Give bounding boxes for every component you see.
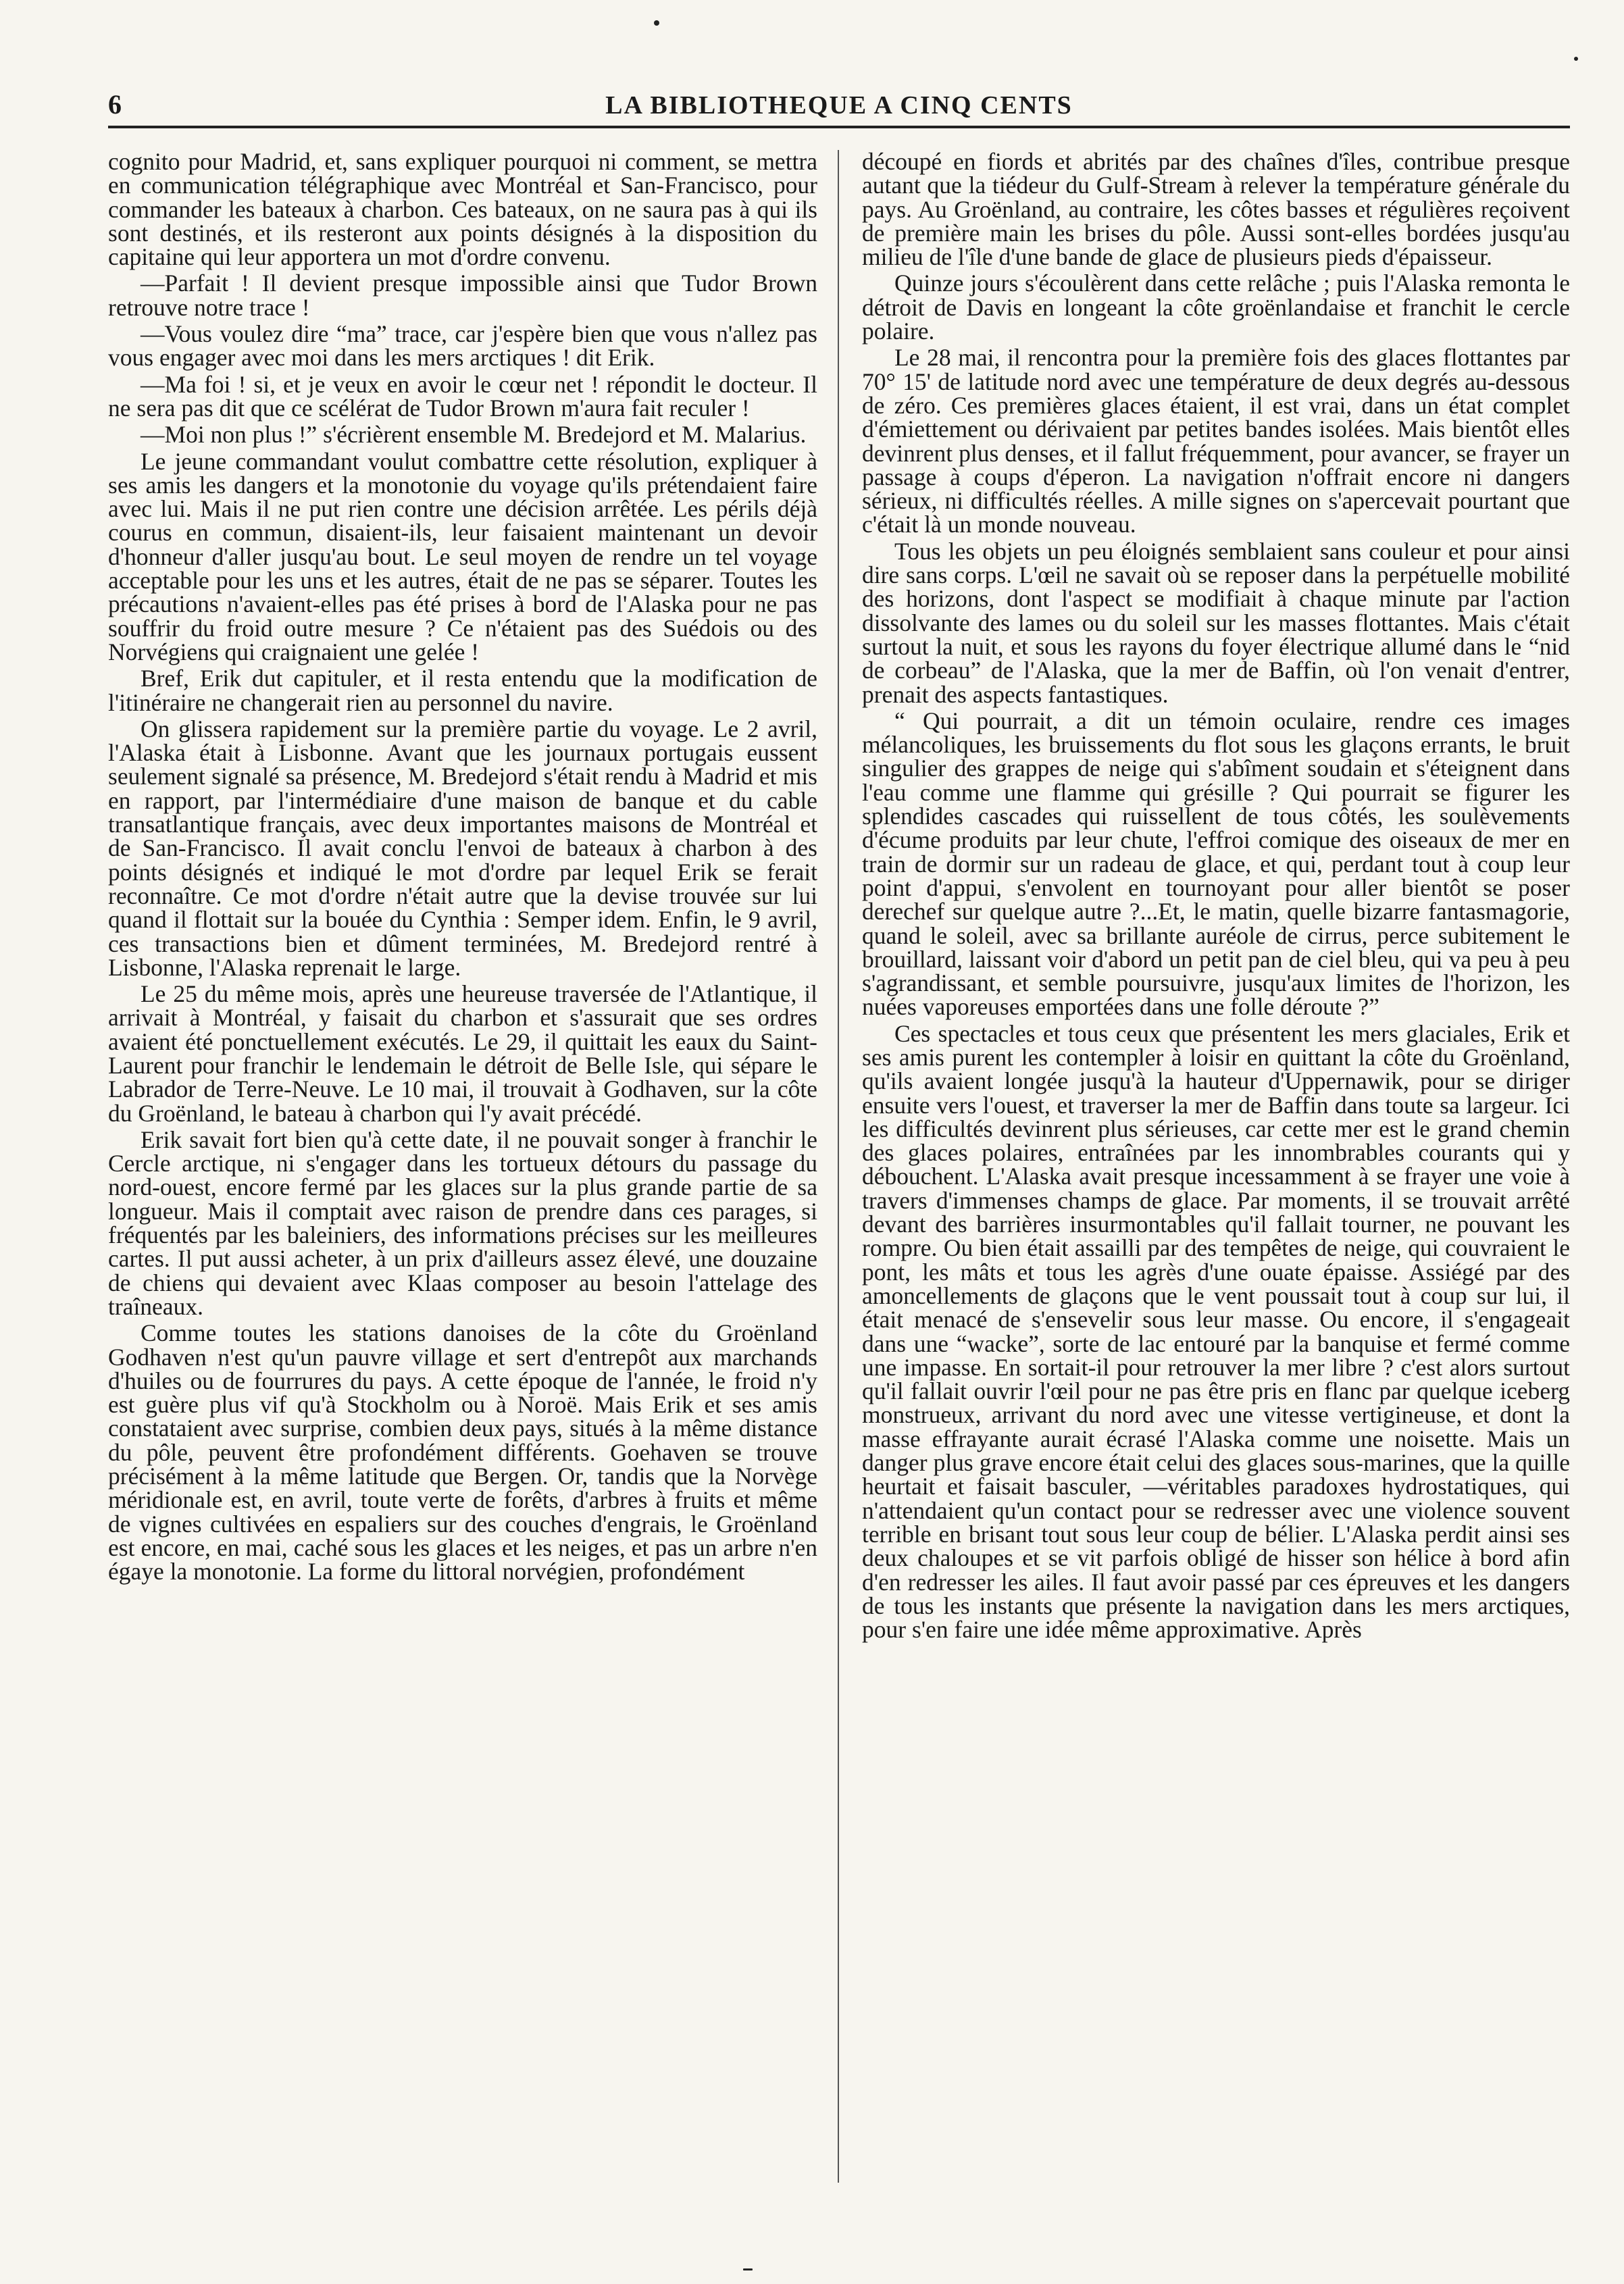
page-number: 6: [108, 89, 122, 120]
paragraph: —Parfait ! Il devient presque impossible ainsi que Tudor Brown retrouve notre trace !: [108, 270, 817, 321]
paragraph: Bref, Erik dut capituler, et il resta entendu que la modification de l'itinéraire ne changerait rien au personnel du navire.: [108, 665, 817, 716]
paragraph: Comme toutes les stations danoises de la côte du Groënland Godhaven n'est qu'un pauvre village et sert d'entrepôt aux marchands d'huiles ou de fourrures du pays. A cette époque de l'année, le froid n'y est guère plus vif qu'à Stockholm ou à Noroë. Mais Erik et ses amis constataient avec surprise, combien deux pays, situés à la même distance du pôle, peuvent être profondément différents. Goehaven se trouve précisément à la même latitude que Bergen. Or, tandis que la Norvège méridionale est, en avril, toute verte de forêts, d'arbres à fruits et même de vignes cultivées en espaliers sur des couches d'engrais, le Groënland est encore, en mai, caché sous les glaces et les neiges, et pas un arbre n'en égaye la monotonie. La forme du littoral norvégien, profondément: [108, 1319, 817, 1585]
paragraph: —Vous voulez dire “ma” trace, car j'espère bien que vous n'allez pas vous engager avec moi dans les mers arctiques ! dit Erik.: [108, 320, 817, 372]
ink-speck: [654, 20, 659, 26]
paragraph: découpé en fiords et abrités par des chaînes d'îles, contribue presque autant que la tiédeur du Gulf-Stream à relever la température générale du pays. Au Groënland, au contraire, les côtes basses et régulières reçoivent de première main les brises du pôle. Aussi sont-elles bordées jusqu'au milieu de l'île d'une bande de glace de plusieurs pieds d'épaisseur.: [862, 150, 1570, 271]
paragraph: “ Qui pourrait, a dit un témoin oculaire, rendre ces images mélancoliques, les bruissements du flot sous les glaçons errants, le bruit singulier des grappes de neige qui s'abîment soudain et s'éteignent dans l'eau comme une flamme qui grésille ? Qui pourrait se figurer les splendides cascades qui ruissellent de tous côtés, les soulèvements d'écume produits par leur chute, l'effroi comique des oiseaux de mer en train de dormir sur un radeau de glace, et qui, perdant tout à coup leur point d'appui, s'envolent en tournoyant pour aller bientôt se poser derechef sur quelque autre ?...Et, le matin, quelle bizarre fantasmagorie, quand le soleil, avec sa brillante auréole de cirrus, perce subitement le brouillard, laissant voir d'abord un petit pan de ciel bleu, qui va peu à peu s'agrandissant, et semble poursuivre, jusqu'aux limites de l'horizon, les nuées vaporeuses emportées dans une folle déroute ?”: [862, 707, 1570, 1021]
ink-speck: [743, 2268, 753, 2270]
right-column: [839, 150, 1570, 2183]
text-columns: [108, 150, 1570, 2183]
paragraph: cognito pour Madrid, et, sans expliquer pourquoi ni comment, se mettra en communication télégraphique avec Montréal et San-Francisco, pour commander les bateaux à charbon. Ces bateaux, on ne saura pas à qui ils sont destinés, et ils resteront aux points désignés à la disposition du capitaine qui leur apportera un mot d'ordre convenu.: [108, 150, 817, 271]
paragraph: Erik savait fort bien qu'à cette date, il ne pouvait songer à franchir le Cercle arctique, ni s'engager dans les tortueux détours du passage du nord-ouest, encore fermé par les glaces sur la plus grande partie de sa longueur. Mais il comptait avec raison de prendre dans ces parages, si fréquentés par les baleiniers, des informations précises sur les meilleures cartes. Il put aussi acheter, à un prix d'ailleurs assez élevé, une douzaine de chiens qui devaient avec Klaas composer au besoin l'attelage des traîneaux.: [108, 1125, 817, 1320]
paragraph: —Moi non plus !” s'écrièrent ensemble M. Bredejord et M. Malarius.: [141, 421, 807, 449]
ink-speck: [1574, 57, 1578, 61]
left-column: [108, 150, 839, 2183]
running-title: LA BIBLIOTHEQUE A CINQ CENTS: [605, 91, 1073, 120]
paragraph: —Ma foi ! si, et je veux en avoir le cœur net ! répondit le docteur. Il ne sera pas dit que ce scélérat de Tudor Brown m'aura fait reculer !: [108, 370, 817, 422]
paragraph: Ces spectacles et tous ceux que présentent les mers glaciales, Erik et ses amis purent les contempler à loisir en quittant la côte du Groënland, qu'ils avaient longée jusqu'à la hauteur d'Uppernawik, pour se diriger ensuite vers l'ouest, et traverser la mer de Baffin dans toute sa largeur. Ici les difficultés devinrent plus sérieuses, car cette mer est le grand chemin des glaces polaires, entraînées par les innombrables courants qui y débouchent. L'Alaska avait presque incessamment à se frayer une voie à travers d'immenses champs de glace. Par moments, il se trouvait arrêté devant des barrières insurmontables qu'il fallait tourner, ne pouvant les rompre. Ou bien était assailli par des tempêtes de neige, qui couvraient le pont, les mâts et tous les agrès d'une ouate épaisse. Assiégé par des amoncellements de glaçons que le vent poussait tout à coup sur lui, il était menacé de s'ensevelir sous leur masse. Ou encore, il s'engageait dans une “wacke”, sorte de lac entouré par la banquise et fermé comme une impasse. En sortait-il pour retrouver la mer libre ? c'est alors surtout qu'il fallait ouvrir l'œil pour ne pas être pris en flanc par quelque iceberg monstrueux, arrivant du nord avec une vitesse vertigineuse, et dont la masse effrayante aurait écrasé l'Alaska comme une noisette. Mais un danger plus grave encore était celui des glaces sous-marines, que la quille heurtait et faisait basculer, —véritables paradoxes hydrostatiques, qui n'attendaient qu'un contact pour se redresser avec une violence souvent terrible en brisant tout sous leur coup de bélier. L'Alaska perdit ainsi ses deux chaloupes et se vit parfois obligé de hisser son hélice à bord afin d'en redresser les ailes. Il faut avoir passé par ces épreuves et les dangers de tous les instants que présente la navigation dans les mers arctiques, pour s'en faire une idée même approximative. Après: [862, 1019, 1570, 1644]
paragraph: Le jeune commandant voulut combattre cette résolution, expliquer à ses amis les dangers et la monotonie du voyage qu'ils prétendaient faire avec lui. Mais il ne put rien contre une décision arrêtée. Les périls déjà courus en commun, disaient-ils, leur faisaient maintenant un devoir d'honneur d'aller jusqu'au bout. Le seul moyen de rendre un tel voyage acceptable pour les uns et les autres, était de ne pas se séparer. Toutes les précautions n'avaient-elles pas été prises à bord de l'Alaska pour ne pas souffrir du froid outre mesure ? Ce n'étaient pas des Suédois ou des Norvégiens qui craignaient une gelée !: [108, 447, 817, 665]
page-header: [108, 80, 1570, 128]
paragraph: On glissera rapidement sur la première partie du voyage. Le 2 avril, l'Alaska était à Lisbonne. Avant que les journaux portugais eussent seulement signalé sa présence, M. Bredejord s'était rendu à Madrid et mis en rapport, par l'intermédiaire d'une maison de banque et du cable transatlantique français, avec deux importantes maisons de Montréal et de San-Francisco. Il avait conclu l'envoi de bateaux à charbon à des points désignés et indiqué le mot d'ordre par lequel Erik se ferait reconnaître. Ce mot d'ordre n'était autre que la devise trouvée sur lui quand il flottait sur la bouée du Cynthia : Semper idem. Enfin, le 9 avril, ces transactions bien et dûment terminées, M. Bredejord rentré à Lisbonne, l'Alaska reprenait le large.: [108, 715, 817, 981]
paragraph: Tous les objets un peu éloignés semblaient sans couleur et pour ainsi dire sans corps. L'œil ne savait où se reposer dans la perpétuelle mobilité des horizons, dont l'aspect se modifiait à chaque minute par l'action dissolvante des lames ou du soleil sur les masses flottantes. Mais c'était surtout la nuit, et sous les rayons du foyer électrique allumé dans le “nid de corbeau” de l'Alaska, que la mer de Baffin, où l'on venait d'entrer, prenait des aspects fantastiques.: [862, 537, 1570, 708]
paragraph: Quinze jours s'écoulèrent dans cette relâche ; puis l'Alaska remonta le détroit de Davis en longeant la côte groënlandaise et franchit le cercle polaire.: [862, 270, 1570, 345]
paragraph: Le 28 mai, il rencontra pour la première fois des glaces flottantes par 70° 15' de latitude nord avec une température de deux degrés au-dessous de zéro. Ces premières glaces étaient, il est vrai, dans un état complet d'émiettement ou dérivaient par petites bandes isolées. Mais bientôt elles devinrent plus denses, et il fallut fréquemment, pour avancer, se frayer un passage à coups d'éperon. La navigation n'offrait encore ni dangers sérieux, ni difficultés réelles. A mille signes on s'apercevait pourtant que c'était là un monde nouveau.: [862, 344, 1570, 538]
paragraph: Le 25 du même mois, après une heureuse traversée de l'Atlantique, il arrivait à Montréal, y faisait du charbon et s'assurait que ses ordres avaient été ponctuellement exécutés. Le 29, il quittait les eaux du Saint-Laurent pour franchir le lendemain le détroit de Belle Isle, qui sépare le Labrador de Terre-Neuve. Le 10 mai, il trouvait à Godhaven, sur la côte du Groënland, le bateau à charbon qui l'y avait précédé.: [108, 980, 817, 1127]
